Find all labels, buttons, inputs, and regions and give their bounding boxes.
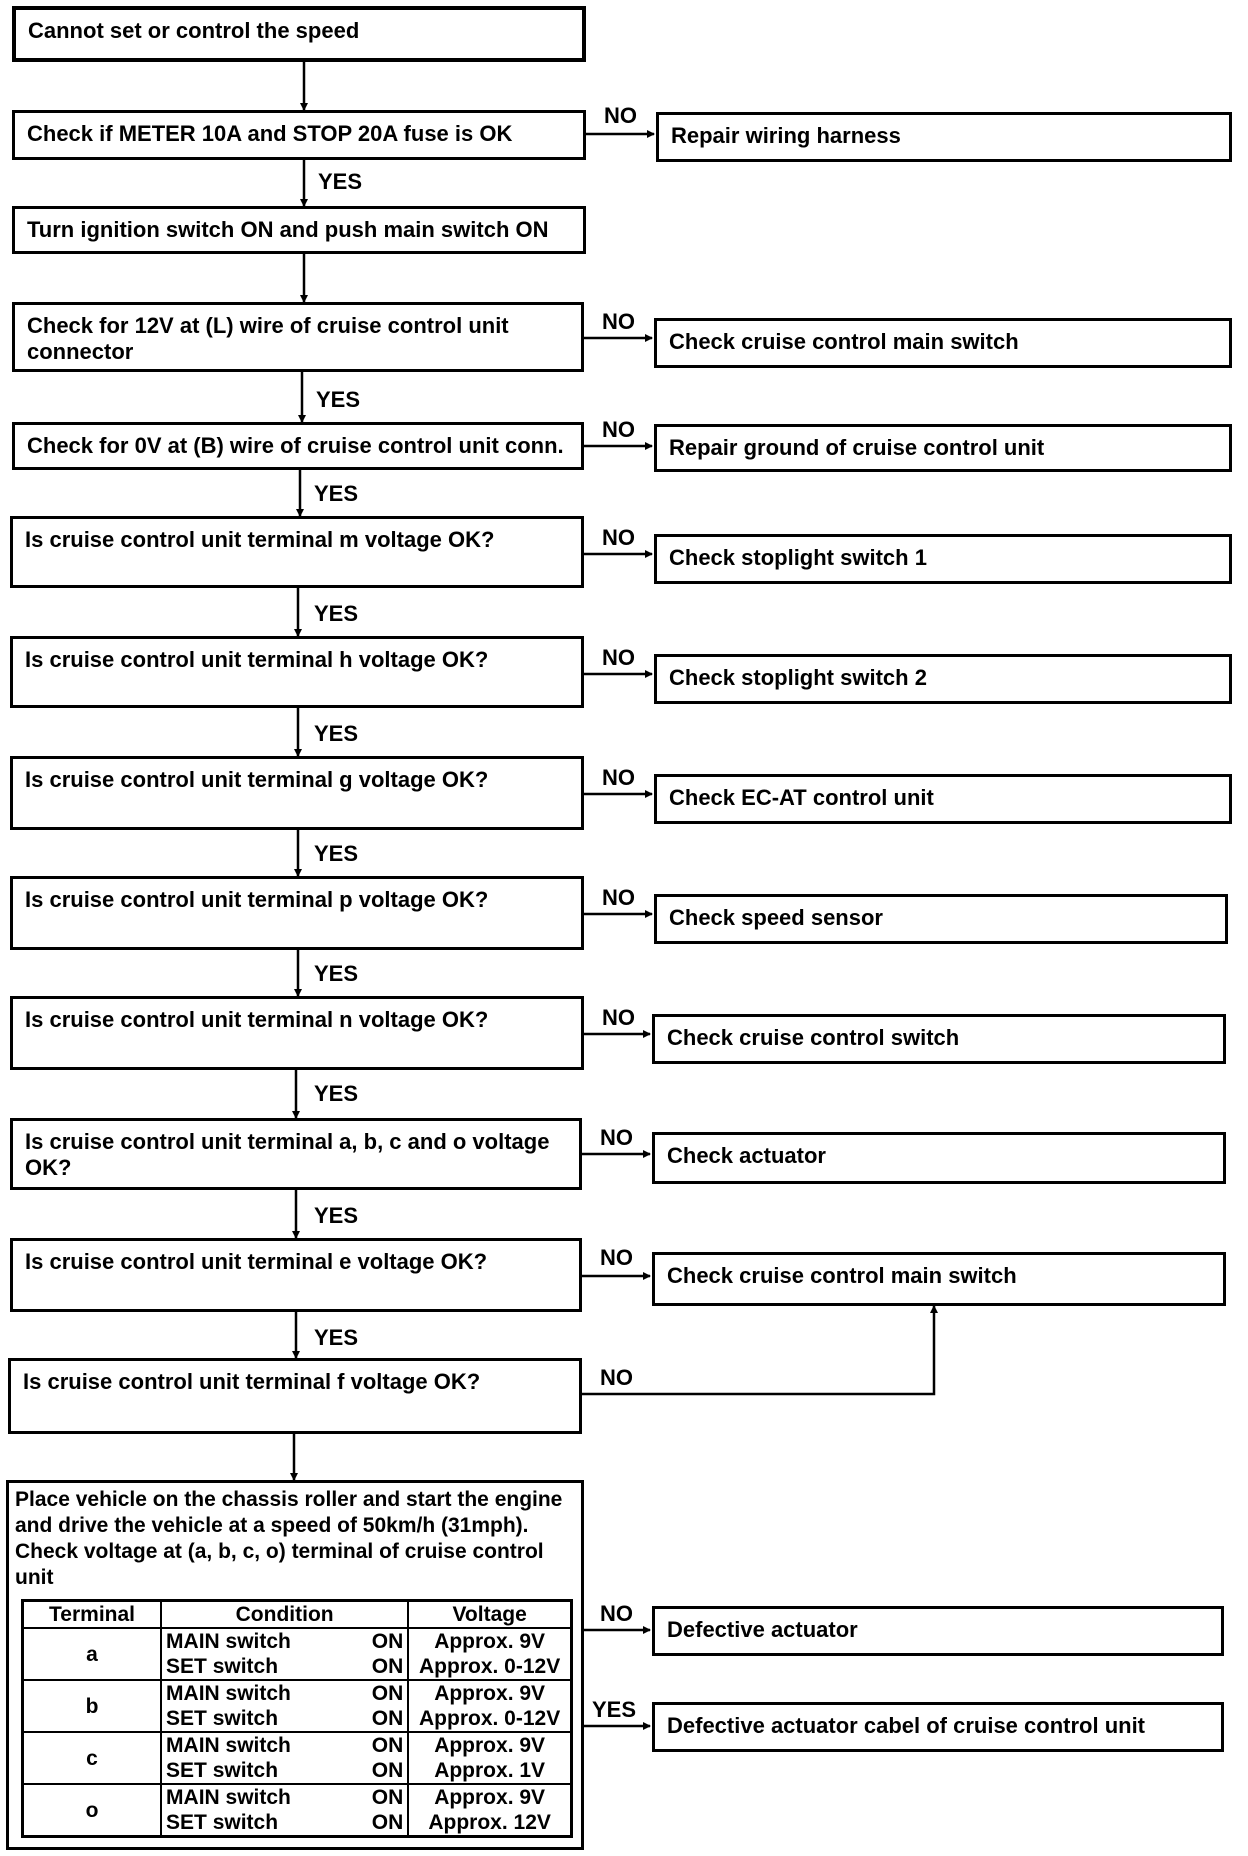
step-box-terminal-p [10, 876, 584, 950]
yes-label: YES [314, 601, 359, 626]
no-label: NO [600, 1601, 633, 1626]
yes-label: YES [314, 1325, 359, 1350]
action-text: Defective actuator [667, 1617, 858, 1642]
yes-label: YES [314, 1081, 359, 1106]
step-question: Is cruise control unit terminal p voltage OK? [25, 887, 489, 912]
voltage-table [21, 1599, 573, 1838]
table-row [23, 1784, 572, 1837]
step-box-0v-check [12, 422, 584, 470]
voltage-cell: Approx. 9V Approx. 1V [408, 1732, 571, 1784]
action-text: Repair ground of cruise control unit [669, 435, 1045, 460]
action-text: Check actuator [667, 1143, 826, 1168]
table-row [23, 1732, 572, 1784]
step-box-terminal-e [10, 1238, 582, 1312]
yes-label: YES [314, 1203, 359, 1228]
table-row [23, 1680, 572, 1732]
step-question: Is cruise control unit terminal m voltage OK? [25, 527, 495, 552]
step-box-ignition [12, 206, 586, 254]
condition-cell: MAIN switch ON SET switch ON [161, 1732, 408, 1784]
step-question: Check for 12V at (L) wire of cruise control unit connector [27, 313, 509, 364]
action-box-stoplight-1 [654, 534, 1232, 584]
table-row [23, 1628, 572, 1680]
action-box-repair-ground [654, 424, 1232, 472]
start-text: Cannot set or control the speed [28, 18, 360, 43]
step-question: Is cruise control unit terminal e voltage OK? [25, 1249, 488, 1274]
header-condition: Condition [161, 1601, 408, 1629]
action-box-defective-cable [652, 1702, 1224, 1752]
action-box-defective-actuator [652, 1606, 1224, 1656]
step-box-terminal-f [8, 1358, 582, 1434]
step-box-terminal-h [10, 636, 584, 708]
no-label: NO [602, 645, 635, 670]
step-question: Is cruise control unit terminal n voltage OK? [25, 1007, 489, 1032]
action-text: Check stoplight switch 2 [669, 665, 927, 690]
step-box-12v-check [12, 302, 584, 372]
step-question: Check for 0V at (B) wire of cruise control unit conn. [27, 433, 564, 458]
step-box-terminal-abco [10, 1118, 582, 1190]
step-question: Is cruise control unit terminal g voltage OK? [25, 767, 489, 792]
action-box-main-switch [654, 318, 1232, 368]
action-box-stoplight-2 [654, 654, 1232, 704]
terminal-cell: a [23, 1628, 162, 1680]
action-box-ec-at [654, 774, 1232, 824]
action-box-repair-wiring [656, 112, 1232, 162]
final-check-box [6, 1480, 584, 1850]
final-instructions: Place vehicle on the chassis roller and start the engine and drive the vehicle at a speed of 50km/h (31mph). Check voltage at (a, b, c, o) terminal of cruise control unit [15, 1488, 563, 1589]
condition-cell: MAIN switch ON SET switch ON [161, 1784, 408, 1837]
terminal-cell: c [23, 1732, 162, 1784]
action-box-actuator [652, 1132, 1226, 1184]
terminal-cell: o [23, 1784, 162, 1837]
no-branch-line [580, 1306, 934, 1394]
no-label: NO [604, 103, 637, 128]
no-label: NO [602, 309, 635, 334]
start-box [12, 6, 586, 62]
voltage-cell: Approx. 9V Approx. 12V [408, 1784, 571, 1837]
yes-label: YES [318, 169, 363, 194]
action-text: Check speed sensor [669, 905, 883, 930]
action-text: Defective actuator cabel of cruise control unit [667, 1713, 1146, 1738]
action-text: Repair wiring harness [671, 123, 901, 148]
action-box-speed-sensor [654, 894, 1228, 944]
no-label: NO [600, 1365, 633, 1390]
step-question: Check if METER 10A and STOP 20A fuse is OK [27, 121, 513, 146]
step-box-terminal-m [10, 516, 584, 588]
step-box-terminal-g [10, 756, 584, 830]
terminal-cell: b [23, 1680, 162, 1732]
action-text: Check cruise control main switch [669, 329, 1019, 354]
no-label: NO [602, 417, 635, 442]
yes-label: YES [592, 1697, 637, 1722]
step-box-terminal-n [10, 996, 584, 1070]
action-box-cruise-switch [652, 1014, 1226, 1064]
condition-cell: MAIN switch ON SET switch ON [161, 1628, 408, 1680]
action-text: Check cruise control main switch [667, 1263, 1017, 1288]
yes-label: YES [314, 841, 359, 866]
table-header-row [23, 1601, 572, 1629]
no-label: NO [602, 765, 635, 790]
no-label: NO [602, 885, 635, 910]
yes-label: YES [314, 721, 359, 746]
step-question: Turn ignition switch ON and push main switch ON [27, 217, 549, 242]
yes-label: YES [316, 387, 361, 412]
action-text: Check EC-AT control unit [669, 785, 934, 810]
no-label: NO [600, 1245, 633, 1270]
voltage-cell: Approx. 9V Approx. 0-12V [408, 1628, 571, 1680]
header-voltage: Voltage [408, 1601, 571, 1629]
step-question: Is cruise control unit terminal h voltage OK? [25, 647, 489, 672]
action-text: Check cruise control switch [667, 1025, 960, 1050]
action-box-main-switch-2 [652, 1252, 1226, 1306]
step-question: Is cruise control unit terminal f voltage OK? [23, 1369, 481, 1394]
no-label: NO [602, 525, 635, 550]
yes-label: YES [314, 481, 359, 506]
header-terminal: Terminal [23, 1601, 162, 1629]
condition-cell: MAIN switch ON SET switch ON [161, 1680, 408, 1732]
yes-label: YES [314, 961, 359, 986]
no-label: NO [600, 1125, 633, 1150]
no-label: NO [602, 1005, 635, 1030]
voltage-cell: Approx. 9V Approx. 0-12V [408, 1680, 571, 1732]
action-text: Check stoplight switch 1 [669, 545, 927, 570]
step-question: Is cruise control unit terminal a, b, c and o voltage OK? [25, 1129, 550, 1180]
step-box-fuse-check [12, 110, 586, 160]
